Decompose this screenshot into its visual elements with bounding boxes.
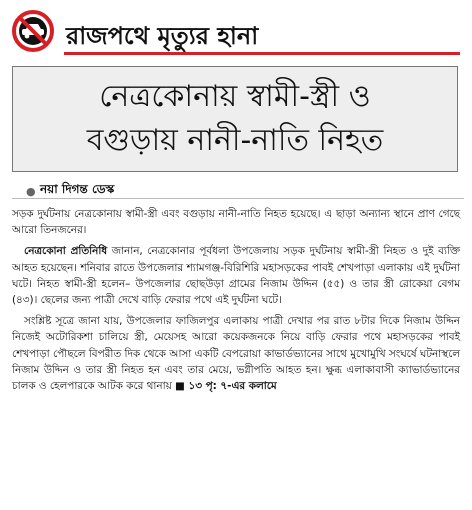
- article-body: [12, 206, 460, 399]
- headline: [21, 75, 449, 163]
- byline-divider: [12, 198, 464, 199]
- car-accident-icon: [12, 10, 54, 52]
- paragraph-2: [12, 243, 460, 308]
- byline: নয়া দিগন্ত ডেস্ক: [40, 182, 115, 196]
- section-header: [6, 6, 466, 58]
- headline-line-2: বগুড়ায় নানী-নাতি নিহত: [86, 123, 384, 158]
- continued-note: ■ ১৩ পৃ: ৭-এর কলামে: [175, 380, 277, 393]
- paragraph-3-text: সংশ্লিষ্ট সূত্রে জানা যায়, উপজেলার ফাজিলপুর এলাকায় পাত্রী দেখার পর রাত ৮টার দিকে নিজাম উদ্দিন নিজেই অটোরিকশা চালিয়ে স্ত্রী, মেয়েসহ আরো কয়েকজনকে নিয়ে বাড়ি ফেরার পথে মহাসড়কের পাবই শেখপাড়া পৌছলে বিপরীত দিক থেকে আসা একটি বেপরোয়া কাভার্ডভ্যানের সাথে মুখোমুখি সংঘর্ষে ঘটনাস্থলে নিজাম উদ্দিন ও তার স্ত্রী নিহত হন এবং তার মেয়ে, ভগ্নীপতি আহত হন। ক্ষুব্ধ এলাকাবাসী ক্যাভার্ডভ্যানের চালক ও হেলপারকে আটক করে থানায়: [12, 315, 460, 393]
- paragraph-2-lead: নেত্রকোনা প্রতিনিধি: [24, 245, 108, 258]
- section-rule: [64, 52, 460, 55]
- section-title: রাজপথে মৃত্যুর হানা: [66, 22, 259, 50]
- paragraph-2-text: জানান, নেত্রকোনার পূর্বধলা উপজেলায় সড়ক দুর্ঘটনায় স্বামী-স্ত্রী নিহত ও দুই ব্যক্তি আহত হয়েছেন। শনিবার রাতে উপজেলার শ্যামগঞ্জ-বিরিশিরি মহাসড়কের পাবই শেখপাড়া এলাকায় এই দুর্ঘটনা ঘটে। নিহত স্বামী-স্ত্রী হলেন– উপজেলার ছোছউড়া গ্রামের নিজাম উদ্দিন (৫৫) ও তার স্ত্রী রোকেয়া বেগম (৪৩)। ছেলের জন্য পাত্রী দেখে বাড়ি ফেরার পথে এই দুর্ঘটনা ঘটে।: [12, 245, 461, 307]
- byline-bullet-icon: ●: [26, 185, 36, 198]
- headline-box: [12, 66, 458, 172]
- paragraph-1: সড়ক দুর্ঘটনায় নেত্রকোনায় স্বামী-স্ত্রী এবং বগুড়ায় নানী-নাতি নিহত হয়েছে। এ ছাড়া অন্যান্য স্থানে প্রাণ গেছে আরো তিনজনের।: [12, 208, 460, 237]
- headline-line-1: নেত্রকোনায় স্বামী-স্ত্রী ও: [99, 79, 371, 114]
- paragraph-3: [12, 313, 460, 394]
